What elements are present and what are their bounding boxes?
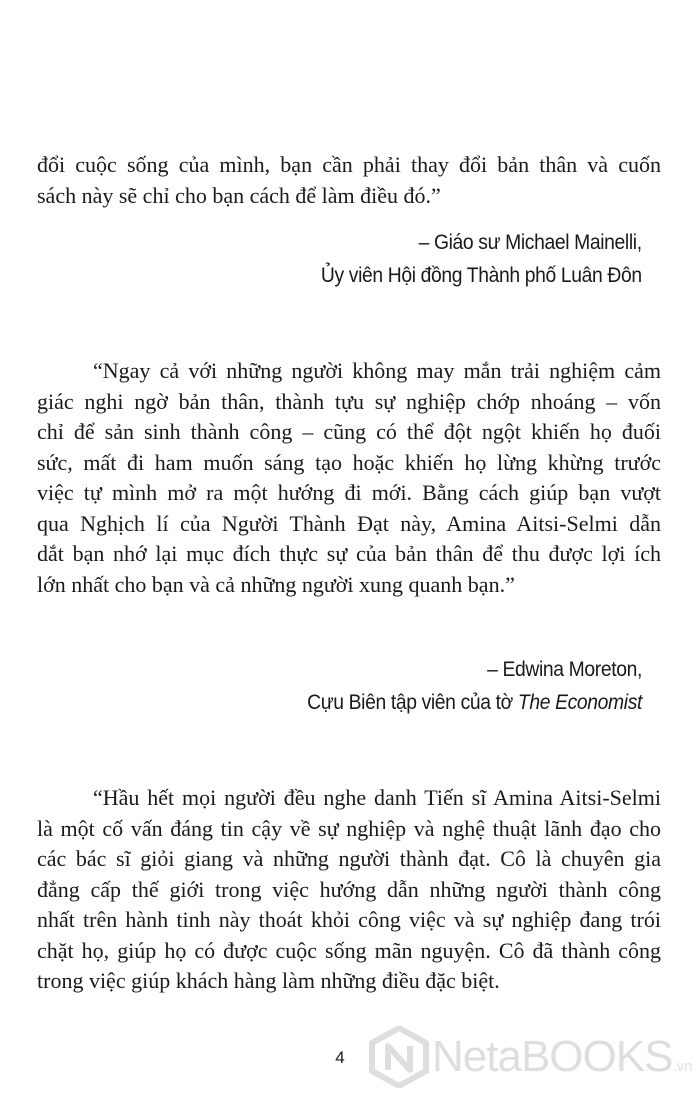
attribution-2 <box>307 653 642 719</box>
netabooks-logo-icon <box>368 1026 430 1088</box>
text-line: sách này sẽ chỉ cho bạn cách để làm điều đó.” <box>37 182 441 208</box>
attribution-1 <box>321 226 642 292</box>
watermark-suffix: .vn <box>672 1058 693 1075</box>
text-line: giác nghi ngờ bản thân, thành tựu sự nghiệp chớp nhoáng – vốn <box>37 388 661 414</box>
quote-paragraph-1 <box>37 150 661 211</box>
text-line: là một cố vấn đáng tin cậy về sự nghiệp và nghệ thuật lãnh đạo cho <box>37 815 661 841</box>
text-line: các bác sĩ giỏi giang và những người thành đạt. Cô là chuyên gia <box>37 846 661 871</box>
text-line: việc tự mình mở ra một hướng đi mới. Bằng cách giúp bạn vượt <box>37 480 661 505</box>
watermark-text <box>432 1032 692 1092</box>
watermark-brand: NetaBOOKS <box>432 1032 673 1081</box>
text-line: nhất trên hành tinh này thoát khỏi công việc và sự nghiệp đang trói <box>37 907 661 932</box>
quote-paragraph-2 <box>37 356 661 600</box>
attribution-title <box>307 686 642 719</box>
attribution-name: – Edwina Moreton, <box>487 658 642 681</box>
text-line: “Hầu hết mọi người đều nghe danh Tiến sĩ Amina Aitsi-Selmi <box>93 785 661 810</box>
text-line: chặt họ, giúp họ có được cuộc sống mãn nguyện. Cô đã thành công <box>37 937 661 963</box>
attribution-title: Ủy viên Hội đồng Thành phố Luân Đôn <box>321 264 642 287</box>
text-line: dắt bạn nhớ lại mục đích thực sự của bản thân để thu được lợi ích <box>37 541 661 566</box>
text-line: qua Nghịch lí của Người Thành Đạt này, Amina Aitsi-Selmi dẫn <box>37 510 661 536</box>
text-line: trong việc giúp khách hàng làm những điều đặc biệt. <box>37 968 500 993</box>
text-line: “Ngay cả với những người không may mắn trải nghiệm cảm <box>93 358 661 383</box>
text-line: chỉ để sản sinh thành công – cũng có thể đột ngột khiến họ đuối <box>37 419 661 444</box>
text-line: đổi cuộc sống của mình, bạn cần phải thay đổi bản thân và cuốn <box>37 152 661 177</box>
text-line: sức, mất đi ham muốn sáng tạo hoặc khiến họ lừng khừng trước <box>37 449 661 475</box>
page-number: 4 <box>335 1048 345 1067</box>
text-line: lớn nhất cho bạn và cả những người xung quanh bạn.” <box>37 571 515 597</box>
publication-name: The Economist <box>517 691 642 714</box>
text-line: đẳng cấp thế giới trong việc hướng dẫn những người thành công <box>37 876 661 902</box>
attribution-title-prefix: Cựu Biên tập viên của tờ <box>307 691 518 714</box>
quote-paragraph-3 <box>37 783 661 997</box>
attribution-name: – Giáo sư Michael Mainelli, <box>418 231 642 254</box>
watermark <box>368 1024 698 1094</box>
